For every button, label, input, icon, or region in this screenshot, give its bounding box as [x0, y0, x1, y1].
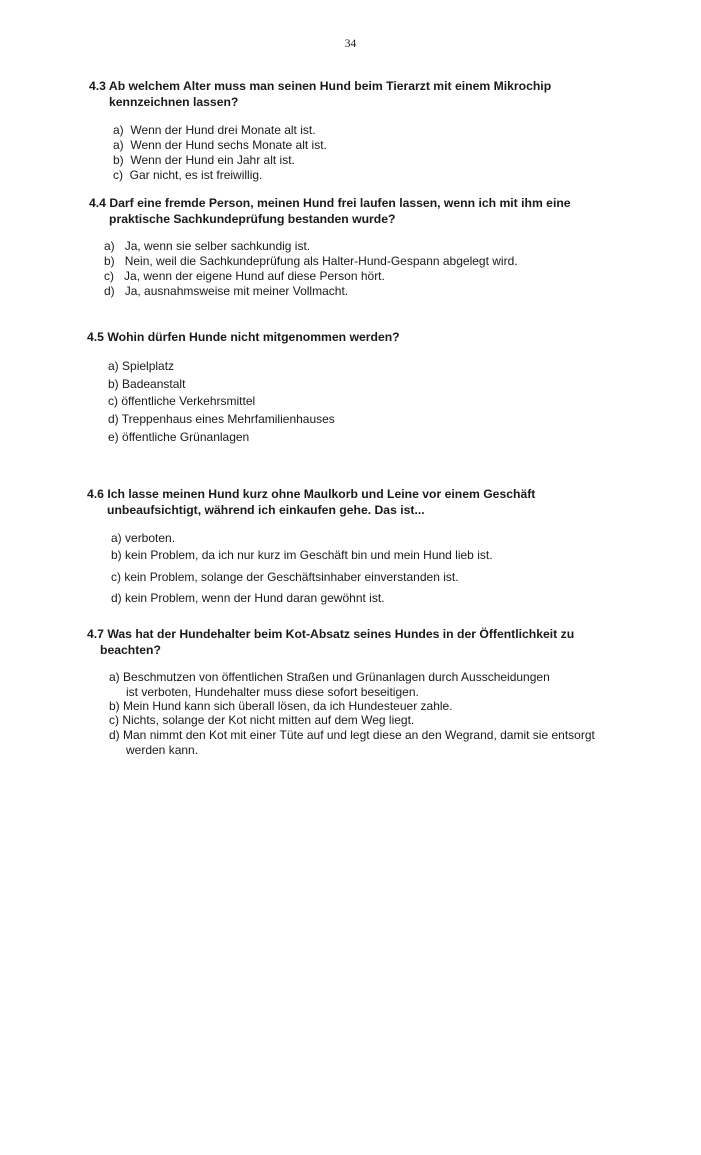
option	[108, 394, 255, 409]
option-text: verboten.	[125, 531, 176, 545]
question-number: 4.7	[87, 627, 104, 641]
question-4-6	[87, 486, 667, 518]
option-text: Spielplatz	[122, 359, 175, 373]
option-continuation: ist verboten, Hundehalter muss diese sofort beseitigen.	[126, 685, 419, 699]
option-text: Ja, wenn sie selber sachkundig ist.	[124, 239, 311, 253]
option	[109, 670, 550, 685]
option-label: b)	[104, 254, 115, 268]
option	[104, 284, 348, 299]
option-text: Wenn der Hund drei Monate alt ist.	[130, 123, 316, 137]
question-number: 4.4	[89, 196, 106, 210]
option-label: b)	[113, 153, 124, 167]
option-label: a)	[111, 531, 122, 545]
option	[108, 377, 185, 392]
option-label: d)	[109, 728, 120, 742]
question-number: 4.6	[87, 487, 104, 501]
option-text: Mein Hund kann sich überall lösen, da ich Hundesteuer zahle.	[123, 699, 453, 713]
question-title	[89, 78, 649, 110]
question-title	[87, 329, 647, 345]
option-label: c)	[104, 269, 114, 283]
option-label: c)	[113, 168, 123, 182]
option-text: Badeanstalt	[122, 377, 186, 391]
option-text: Ja, ausnahmsweise mit meiner Vollmacht.	[124, 284, 349, 298]
option	[104, 239, 310, 254]
option-label: c)	[108, 394, 118, 408]
option	[113, 153, 295, 168]
option-label: a)	[113, 123, 124, 137]
option	[113, 138, 327, 153]
option-text: Gar nicht, es ist freiwillig.	[129, 168, 263, 182]
question-title-line1: Ab welchem Alter muss man seinen Hund beim Tierarzt mit einem Mikrochip	[108, 79, 552, 93]
question-title	[89, 195, 669, 227]
question-title-line1: Ich lasse meinen Hund kurz ohne Maulkorb und Leine vor einem Geschäft	[107, 487, 536, 501]
question-4-3	[89, 78, 649, 110]
option-text: kein Problem, solange der Geschäftsinhaber einverstanden ist.	[124, 570, 459, 584]
option	[104, 254, 518, 269]
option-text: Wenn der Hund ein Jahr alt ist.	[130, 153, 295, 167]
option-label: e)	[108, 430, 119, 444]
option-text: kein Problem, wenn der Hund daran gewöhnt ist.	[125, 591, 385, 605]
option-text: Treppenhaus eines Mehrfamilienhauses	[121, 412, 335, 426]
question-title-line2: praktische Sachkundeprüfung bestanden wurde?	[109, 212, 396, 226]
option-label: a)	[113, 138, 124, 152]
option-label: b)	[111, 548, 122, 562]
option-text: Nein, weil die Sachkundeprüfung als Halter-Hund-Gespann abgelegt wird.	[124, 254, 518, 268]
option-label: c)	[109, 713, 119, 727]
question-number: 4.3	[89, 79, 106, 93]
option-text: Wenn der Hund sechs Monate alt ist.	[130, 138, 327, 152]
option	[109, 713, 414, 728]
option	[108, 359, 174, 374]
option	[111, 531, 175, 546]
option	[104, 269, 385, 284]
question-title	[87, 486, 667, 518]
option-text: Nichts, solange der Kot nicht mitten auf dem Weg liegt.	[122, 713, 415, 727]
option-label: c)	[111, 570, 121, 584]
option-label: d)	[111, 591, 122, 605]
question-title	[87, 626, 667, 658]
question-title-line1: Wohin dürfen Hunde nicht mitgenommen werden?	[107, 330, 400, 344]
option-text: Man nimmt den Kot mit einer Tüte auf und legt diese an den Wegrand, damit sie entsorgt	[123, 728, 595, 742]
option	[108, 412, 335, 427]
option-text: Ja, wenn der eigene Hund auf diese Person hört.	[124, 269, 385, 283]
question-4-7	[87, 626, 667, 658]
question-title-line2: kennzeichnen lassen?	[109, 95, 239, 109]
question-title-line2: beachten?	[100, 643, 161, 657]
option	[111, 548, 493, 563]
option	[111, 570, 459, 585]
option-text: Beschmutzen von öffentlichen Straßen und Grünanlagen durch Ausscheidungen	[123, 670, 550, 684]
option-label: a)	[109, 670, 120, 684]
question-title-line2: unbeaufsichtigt, während ich einkaufen gehe. Das ist...	[107, 503, 425, 517]
option-label: a)	[104, 239, 115, 253]
option	[109, 728, 595, 743]
option-continuation: werden kann.	[126, 743, 199, 757]
option	[108, 430, 249, 445]
option	[113, 168, 262, 183]
option-text: öffentliche Verkehrsmittel	[121, 394, 256, 408]
question-title-line1: Darf eine fremde Person, meinen Hund frei laufen lassen, wenn ich mit ihm eine	[109, 196, 571, 210]
option-label: b)	[108, 377, 119, 391]
option-text: kein Problem, da ich nur kurz im Geschäft bin und mein Hund lieb ist.	[125, 548, 493, 562]
question-number: 4.5	[87, 330, 104, 344]
question-4-4	[89, 195, 669, 227]
option-text: öffentliche Grünanlagen	[122, 430, 250, 444]
option-label: b)	[109, 699, 120, 713]
question-title-line1: Was hat der Hundehalter beim Kot-Absatz seines Hundes in der Öffentlichkeit zu	[107, 627, 575, 641]
option-label: d)	[108, 412, 119, 426]
question-4-5	[87, 329, 647, 345]
option-label: d)	[104, 284, 115, 298]
option	[109, 699, 453, 714]
option-label: a)	[108, 359, 119, 373]
page-number: 34	[344, 38, 357, 50]
option	[111, 591, 385, 606]
option	[113, 123, 316, 138]
